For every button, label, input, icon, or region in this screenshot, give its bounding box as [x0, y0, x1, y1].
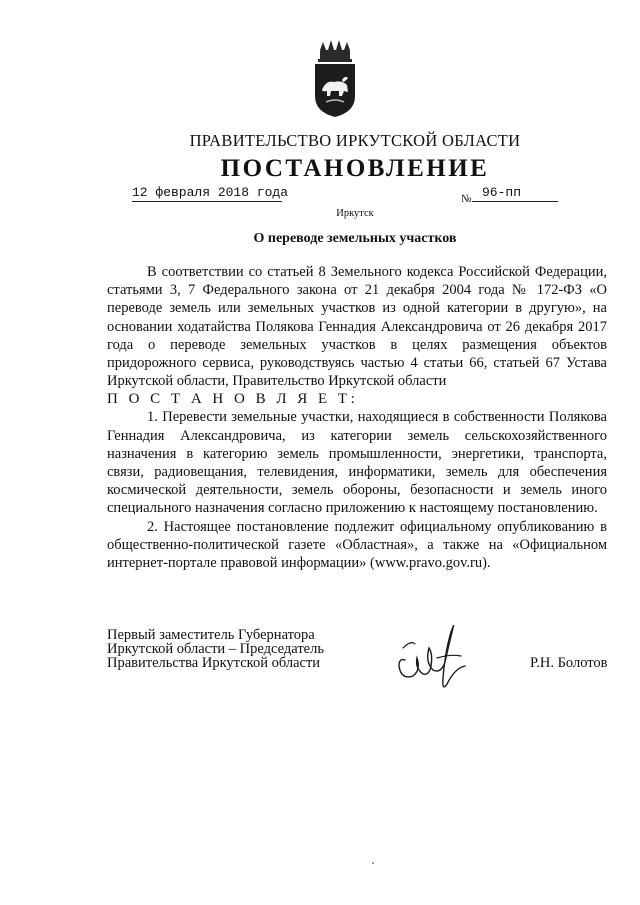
preamble-paragraph: В соответствии со статьей 8 Земельного кодекса Российской Федерации, статьями 3, 7 Федерального закона от 21 декабря 2004 года № 172-ФЗ «О переводе земель или земельных участков из одной категории в другую», на основании ходатайства Полякова Геннадия Александровича от 26 декабря 2017 года о переводе земельных участков в целях размещения объектов придорожного сервиса, руководствуясь частью 4 статьи 66, статьей 67 Устава Иркутской области, Правительство Иркутской области — [107, 264, 607, 390]
coat-of-arms-emblem — [312, 40, 358, 118]
handwritten-signature — [385, 618, 475, 698]
resolves-heading: П О С Т А Н О В Л Я Е Т: — [107, 391, 359, 408]
document-date: 12 февраля 2018 года — [132, 185, 289, 200]
number-label: № — [461, 193, 472, 205]
document-type-title: ПОСТАНОВЛЕНИЕ — [220, 155, 490, 182]
document-subject: О переводе земельных участков — [253, 231, 457, 246]
document-number: 96-пп — [472, 185, 558, 202]
signatory-title-line-1: Первый заместитель Губернатора — [107, 627, 315, 643]
signatory-title-line-2: Иркутской области – Председатель — [107, 641, 324, 657]
government-name: ПРАВИТЕЛЬСТВО ИРКУТСКОЙ ОБЛАСТИ — [189, 131, 521, 150]
document-body — [107, 263, 607, 572]
page-mark — [372, 862, 374, 864]
resolution-item-1: 1. Перевести земельные участки, находящиеся в собственности Полякова Геннадия Александровича, из категории земель сельскохозяйственного назначения в категорию земель промышленности, энергетики, транспорта, связи, радиовещания, телевидения, информатики, земель для обеспечения космической деятельности, земель обороны, безопасности и земель иного специального назначения согласно приложению к настоящему постановлению. — [107, 409, 607, 517]
signatory-title-block — [107, 628, 324, 670]
resolution-item-2: 2. Настоящее постановление подлежит официальному опубликованию в общественно-политической газете «Областная», а также на «Официальном интернет-портале правовой информации» (www.pravo.gov.ru). — [107, 518, 607, 572]
signatory-title-line-3: Правительства Иркутской области — [107, 655, 321, 671]
city-name: Иркутск — [336, 208, 374, 219]
signatory-name: Р.Н. Болотов — [530, 655, 608, 671]
